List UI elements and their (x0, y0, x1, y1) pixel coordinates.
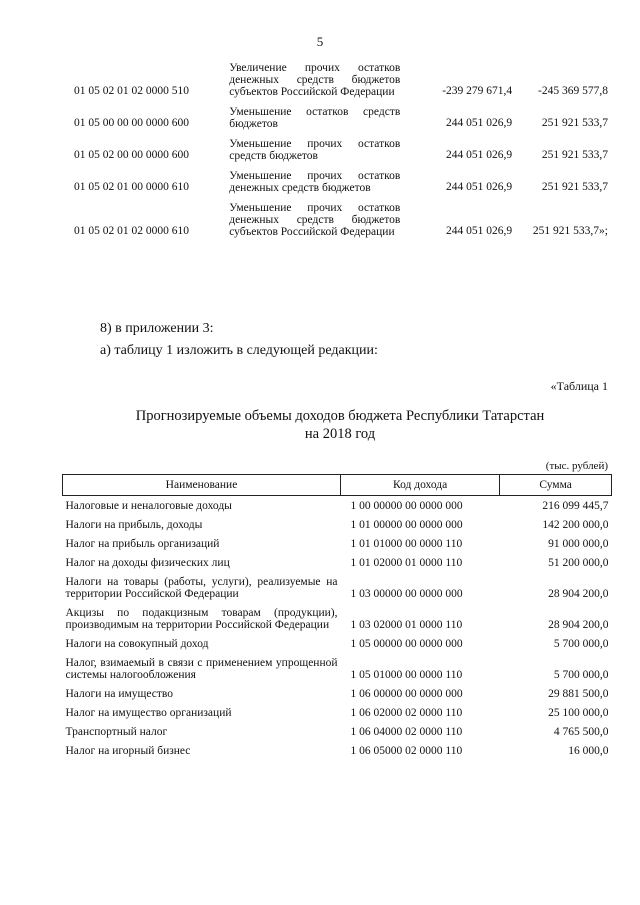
name-cell: Налоги на прибыль, доходы (65, 519, 203, 531)
table-row (63, 515, 612, 534)
table-label: «Таблица 1 (550, 379, 608, 393)
sum-cell: 4 765 500,0 (553, 726, 609, 738)
name-cell: Налог на доходы физических лиц (65, 557, 230, 569)
code-cell: 1 03 00000 00 0000 000 (350, 588, 463, 600)
table-row (63, 741, 612, 760)
code-cell: 1 06 05000 02 0000 110 (350, 745, 463, 757)
code-cell: 01 05 02 01 02 0000 510 (74, 85, 189, 97)
code-cell: 1 01 00000 00 0000 000 (350, 519, 463, 531)
name-cell: Налоги на имущество (65, 688, 174, 700)
value-2019-cell: 251 921 533,7»; (532, 225, 608, 237)
value-2019-cell: 251 921 533,7 (541, 149, 608, 161)
code-cell: 1 05 00000 00 0000 000 (350, 638, 463, 650)
table-row (60, 62, 608, 98)
code-cell: 01 05 02 01 00 0000 610 (74, 181, 189, 193)
sum-cell: 5 700 000,0 (553, 638, 609, 650)
sum-cell: 142 200 000,0 (542, 519, 609, 531)
value-2019-cell: 251 921 533,7 (541, 181, 608, 193)
description-cell: Увеличение прочих остатков денежных средств бюджетов субъектов Российской Федерации (229, 62, 401, 98)
code-cell: 01 05 02 01 02 0000 610 (74, 225, 189, 237)
header-name: Наименование (63, 475, 341, 496)
sum-cell: 28 904 200,0 (548, 588, 609, 600)
value-2018-cell: 244 051 026,9 (446, 117, 513, 129)
value-2018-cell: 244 051 026,9 (446, 225, 513, 237)
paragraph-instruction: а) таблицу 1 изложить в следующей редакции: (100, 343, 378, 358)
table-row (63, 684, 612, 703)
table-row (60, 130, 608, 162)
name-cell: Акцизы по подакцизным товарам (продукции), производимым на территории Российской Федерации (65, 607, 338, 631)
paragraph-appendix: 8) в приложении 3: (100, 321, 214, 336)
name-cell: Налог на прибыль организаций (65, 538, 220, 550)
header-sum: Сумма (500, 475, 612, 496)
table-title (0, 407, 640, 443)
description-cell: Уменьшение остатков средств бюджетов (229, 106, 401, 130)
sum-cell: 216 099 445,7 (542, 500, 609, 512)
income-table (62, 474, 612, 760)
title-line-2: на 2018 год (304, 426, 376, 442)
name-cell: Налог, взимаемый в связи с применением упрощенной системы налогообложения (65, 657, 338, 681)
table-row (60, 98, 608, 130)
name-cell: Налоговые и неналоговые доходы (65, 500, 232, 512)
name-cell: Налог на игорный бизнес (65, 745, 191, 757)
table-row (60, 162, 608, 194)
units-label: (тыс. рублей) (545, 460, 608, 472)
table-row (63, 572, 612, 603)
code-cell: 1 01 02000 01 0000 110 (350, 557, 463, 569)
name-cell: Налоги на совокупный доход (65, 638, 209, 650)
value-2018-cell: 244 051 026,9 (446, 181, 513, 193)
description-cell: Уменьшение прочих остатков средств бюджетов (229, 138, 401, 162)
table-row (63, 534, 612, 553)
table-row (63, 496, 612, 516)
value-2018-cell: 244 051 026,9 (446, 149, 513, 161)
sum-cell: 91 000 000,0 (548, 538, 609, 550)
name-cell: Транспортный налог (65, 726, 168, 738)
sum-cell: 5 700 000,0 (553, 669, 609, 681)
value-2018-cell: -239 279 671,4 (442, 85, 513, 97)
table-row (63, 653, 612, 684)
sum-cell: 29 881 500,0 (548, 688, 609, 700)
table-row (63, 722, 612, 741)
table-row (63, 703, 612, 722)
table-row (63, 603, 612, 634)
table-row (60, 194, 608, 238)
sum-cell: 51 200 000,0 (548, 557, 609, 569)
sources-table-continuation (60, 62, 608, 238)
page-number: 5 (316, 34, 324, 49)
sum-cell: 16 000,0 (568, 745, 609, 757)
code-cell: 1 03 02000 01 0000 110 (350, 619, 463, 631)
header-code: Код дохода (341, 475, 500, 496)
code-cell: 01 05 00 00 00 0000 600 (74, 117, 189, 129)
sum-cell: 28 904 200,0 (548, 619, 609, 631)
table-row (63, 634, 612, 653)
description-cell: Уменьшение прочих остатков денежных средств бюджетов (229, 170, 401, 194)
code-cell: 1 06 02000 02 0000 110 (350, 707, 463, 719)
value-2019-cell: -245 369 577,8 (538, 85, 608, 97)
code-cell: 1 06 00000 00 0000 000 (350, 688, 463, 700)
table-row (63, 553, 612, 572)
description-cell: Уменьшение прочих остатков денежных средств бюджетов субъектов Российской Федерации (229, 202, 401, 238)
value-2019-cell: 251 921 533,7 (541, 117, 608, 129)
sum-cell: 25 100 000,0 (548, 707, 609, 719)
table-header-row (63, 475, 612, 496)
code-cell: 01 05 02 00 00 0000 600 (74, 149, 189, 161)
code-cell: 1 00 00000 00 0000 000 (350, 500, 463, 512)
code-cell: 1 01 01000 00 0000 110 (350, 538, 463, 550)
code-cell: 1 06 04000 02 0000 110 (350, 726, 463, 738)
name-cell: Налог на имущество организаций (65, 707, 232, 719)
title-line-1: Прогнозируемые объемы доходов бюджета Республики Татарстан (135, 408, 545, 424)
code-cell: 1 05 01000 00 0000 110 (350, 669, 463, 681)
name-cell: Налоги на товары (работы, услуги), реализуемые на территории Российской Федерации (65, 576, 338, 600)
